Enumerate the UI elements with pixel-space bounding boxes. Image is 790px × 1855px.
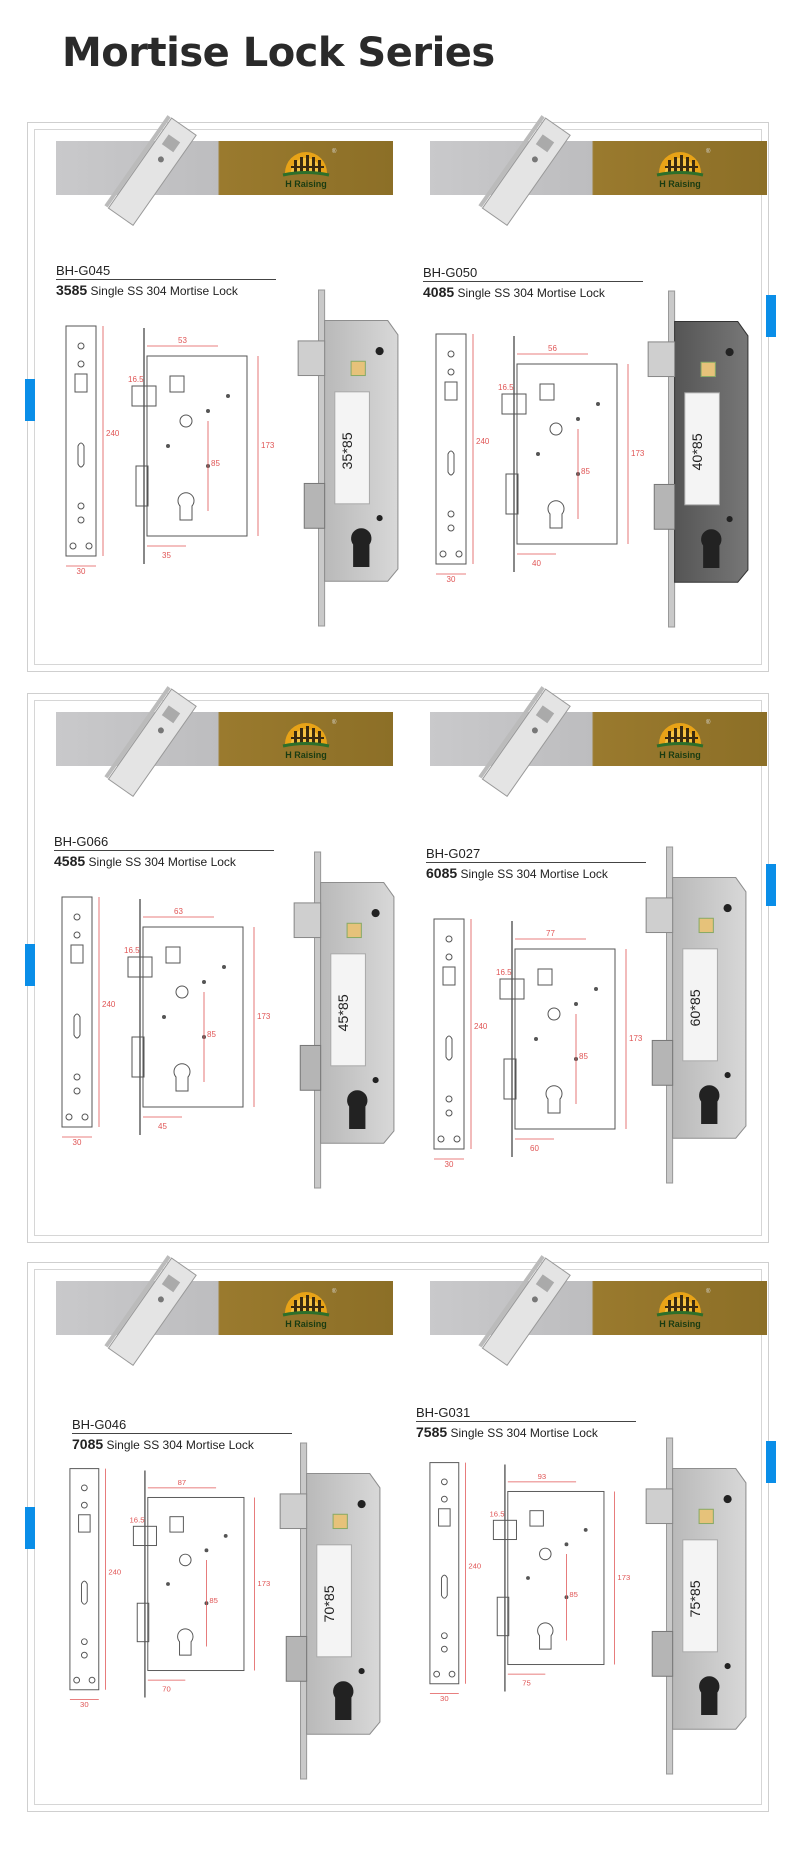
- drawing-container: [418, 1453, 638, 1708]
- dim-case-height: 173: [629, 1034, 643, 1043]
- brand-logo: [651, 145, 709, 191]
- drawing-container: [426, 904, 646, 1179]
- drawing-container: [54, 882, 274, 1157]
- lock-product-photo: [272, 1435, 384, 1787]
- product-heading: [54, 834, 274, 869]
- product-code: BH-G045: [56, 263, 111, 278]
- dim-backset: 45: [158, 1122, 167, 1131]
- product-desc-text: Single SS 304 Mortise Lock: [88, 855, 236, 869]
- dim-plate-width: 30: [446, 575, 456, 584]
- banner-lock-image: [470, 1281, 600, 1335]
- photo-size-label: 70*85: [322, 1585, 339, 1623]
- dim-height: 240: [106, 429, 120, 438]
- dim-case-height: 173: [257, 1012, 271, 1021]
- product-code: BH-G027: [426, 846, 481, 861]
- product-banner: [56, 141, 393, 195]
- dim-center: 85: [209, 1596, 218, 1606]
- brand-name: H Raising: [285, 1319, 327, 1329]
- product-desc-text: Single SS 304 Mortise Lock: [90, 284, 238, 298]
- dim-height: 240: [108, 1567, 122, 1577]
- dim-backset: 60: [530, 1144, 539, 1153]
- product-size: 3585: [56, 282, 88, 298]
- dim-case-width: 63: [174, 907, 183, 916]
- dim-height: 240: [474, 1022, 488, 1031]
- product-desc-text: Single SS 304 Mortise Lock: [460, 867, 608, 881]
- brand-name: H Raising: [285, 750, 327, 760]
- brand-mark: ®: [332, 720, 337, 726]
- page-title: Mortise Lock Series: [62, 30, 495, 76]
- banner-lock-image: [96, 712, 226, 766]
- product-size: 7585: [416, 1424, 448, 1440]
- product-banner: [56, 712, 393, 766]
- section-marker-right: [766, 295, 776, 337]
- product-heading: [416, 1405, 636, 1440]
- product-heading: [423, 265, 643, 300]
- banner-lock-image: [96, 141, 226, 195]
- brand-logo: [651, 1285, 709, 1331]
- product-heading: [72, 1417, 292, 1452]
- lock-technical-drawing: [54, 882, 274, 1152]
- section-marker-left: [25, 379, 35, 421]
- lock-product-photo: [290, 263, 402, 653]
- photo-container: [290, 263, 402, 658]
- product-heading: [56, 263, 276, 298]
- dim-latch: 16.5: [496, 968, 512, 977]
- brand-mark: ®: [706, 1289, 711, 1295]
- brand-mark: ®: [332, 1289, 337, 1295]
- dim-center: 85: [569, 1590, 578, 1600]
- dim-case-width: 56: [548, 344, 557, 353]
- dim-plate-width: 30: [76, 567, 86, 576]
- dim-plate-width: 30: [72, 1138, 82, 1147]
- brand-name: H Raising: [659, 750, 701, 760]
- dim-plate-width: 30: [440, 1694, 449, 1704]
- product-code: BH-G031: [416, 1405, 471, 1420]
- dim-height: 240: [468, 1561, 482, 1571]
- product-description: [426, 865, 646, 881]
- lock-technical-drawing: [58, 311, 278, 581]
- banner-lock-image: [470, 141, 600, 195]
- dim-backset: 40: [532, 559, 541, 568]
- product-panel-1: [27, 122, 769, 672]
- dim-backset: 75: [522, 1678, 531, 1688]
- heading-rule: [54, 850, 274, 851]
- product-panel-3: [27, 1262, 769, 1812]
- product-description: [56, 282, 276, 298]
- dim-plate-width: 30: [80, 1700, 89, 1710]
- drawing-container: [428, 319, 648, 594]
- brand-logo: [651, 716, 709, 762]
- product-description: [54, 853, 274, 869]
- product-description: [423, 284, 643, 300]
- dim-case-width: 87: [177, 1477, 187, 1487]
- product-banner: [430, 141, 767, 195]
- product-heading: [426, 846, 646, 881]
- dim-case-height: 173: [261, 441, 275, 450]
- dim-center: 85: [581, 467, 590, 476]
- dim-case-height: 173: [617, 1572, 631, 1582]
- heading-rule: [426, 862, 646, 863]
- section-marker-left: [25, 1507, 35, 1549]
- photo-container: [638, 1431, 750, 1786]
- dim-case-width: 53: [178, 336, 187, 345]
- dim-latch: 16.5: [498, 383, 514, 392]
- product-size: 4585: [54, 853, 86, 869]
- photo-size-label: 45*85: [336, 994, 353, 1032]
- brand-name: H Raising: [285, 179, 327, 189]
- product-banner: [56, 1281, 393, 1335]
- product-desc-text: Single SS 304 Mortise Lock: [106, 1438, 254, 1452]
- photo-size-label: 75*85: [688, 1580, 705, 1618]
- dim-case-height: 173: [257, 1578, 271, 1588]
- lock-product-photo: [640, 267, 752, 651]
- brand-mark: ®: [706, 720, 711, 726]
- heading-rule: [72, 1433, 292, 1434]
- product-code: BH-G050: [423, 265, 478, 280]
- dim-latch: 16.5: [128, 375, 144, 384]
- dim-case-height: 173: [631, 449, 645, 458]
- section-marker-left: [25, 944, 35, 986]
- photo-size-label: 35*85: [340, 432, 357, 470]
- dim-case-width: 77: [546, 929, 555, 938]
- brand-logo: [277, 145, 335, 191]
- product-banner: [430, 712, 767, 766]
- banner-lock-image: [96, 1281, 226, 1335]
- drawing-container: [58, 311, 278, 586]
- photo-container: [638, 834, 750, 1201]
- dim-center: 85: [211, 459, 220, 468]
- lock-technical-drawing: [58, 1459, 278, 1709]
- lock-technical-drawing: [426, 904, 646, 1174]
- dim-backset: 70: [162, 1684, 171, 1694]
- product-desc-text: Single SS 304 Mortise Lock: [457, 286, 605, 300]
- product-description: [72, 1436, 292, 1452]
- lock-product-photo: [638, 834, 750, 1196]
- section-marker-right: [766, 1441, 776, 1483]
- lock-product-photo: [638, 1431, 750, 1781]
- photo-size-label: 40*85: [690, 433, 707, 471]
- brand-logo: [277, 1285, 335, 1331]
- dim-height: 240: [476, 437, 490, 446]
- dim-center: 85: [207, 1030, 216, 1039]
- product-panel-2: [27, 693, 769, 1243]
- dim-latch: 16.5: [124, 946, 140, 955]
- product-size: 7085: [72, 1436, 104, 1452]
- photo-container: [640, 267, 752, 656]
- lock-technical-drawing: [418, 1453, 638, 1703]
- product-code: BH-G046: [72, 1417, 127, 1432]
- brand-logo: [277, 716, 335, 762]
- lock-technical-drawing: [428, 319, 648, 589]
- dim-height: 240: [102, 1000, 116, 1009]
- heading-rule: [56, 279, 276, 280]
- photo-container: [272, 1435, 384, 1792]
- dim-latch: 16.5: [489, 1509, 505, 1519]
- heading-rule: [416, 1421, 636, 1422]
- heading-rule: [423, 281, 643, 282]
- banner-lock-image: [470, 712, 600, 766]
- product-banner: [430, 1281, 767, 1335]
- dim-plate-width: 30: [444, 1160, 454, 1169]
- dim-case-width: 93: [537, 1471, 547, 1481]
- brand-name: H Raising: [659, 179, 701, 189]
- photo-container: [286, 820, 398, 1225]
- product-size: 4085: [423, 284, 455, 300]
- brand-mark: ®: [332, 149, 337, 155]
- dim-latch: 16.5: [129, 1515, 145, 1525]
- lock-product-photo: [286, 820, 398, 1220]
- brand-mark: ®: [706, 149, 711, 155]
- product-desc-text: Single SS 304 Mortise Lock: [450, 1426, 598, 1440]
- section-marker-right: [766, 864, 776, 906]
- dim-backset: 35: [162, 551, 171, 560]
- product-size: 6085: [426, 865, 458, 881]
- brand-name: H Raising: [659, 1319, 701, 1329]
- dim-center: 85: [579, 1052, 588, 1061]
- drawing-container: [58, 1459, 278, 1714]
- photo-size-label: 60*85: [688, 989, 705, 1027]
- product-code: BH-G066: [54, 834, 109, 849]
- product-description: [416, 1424, 636, 1440]
